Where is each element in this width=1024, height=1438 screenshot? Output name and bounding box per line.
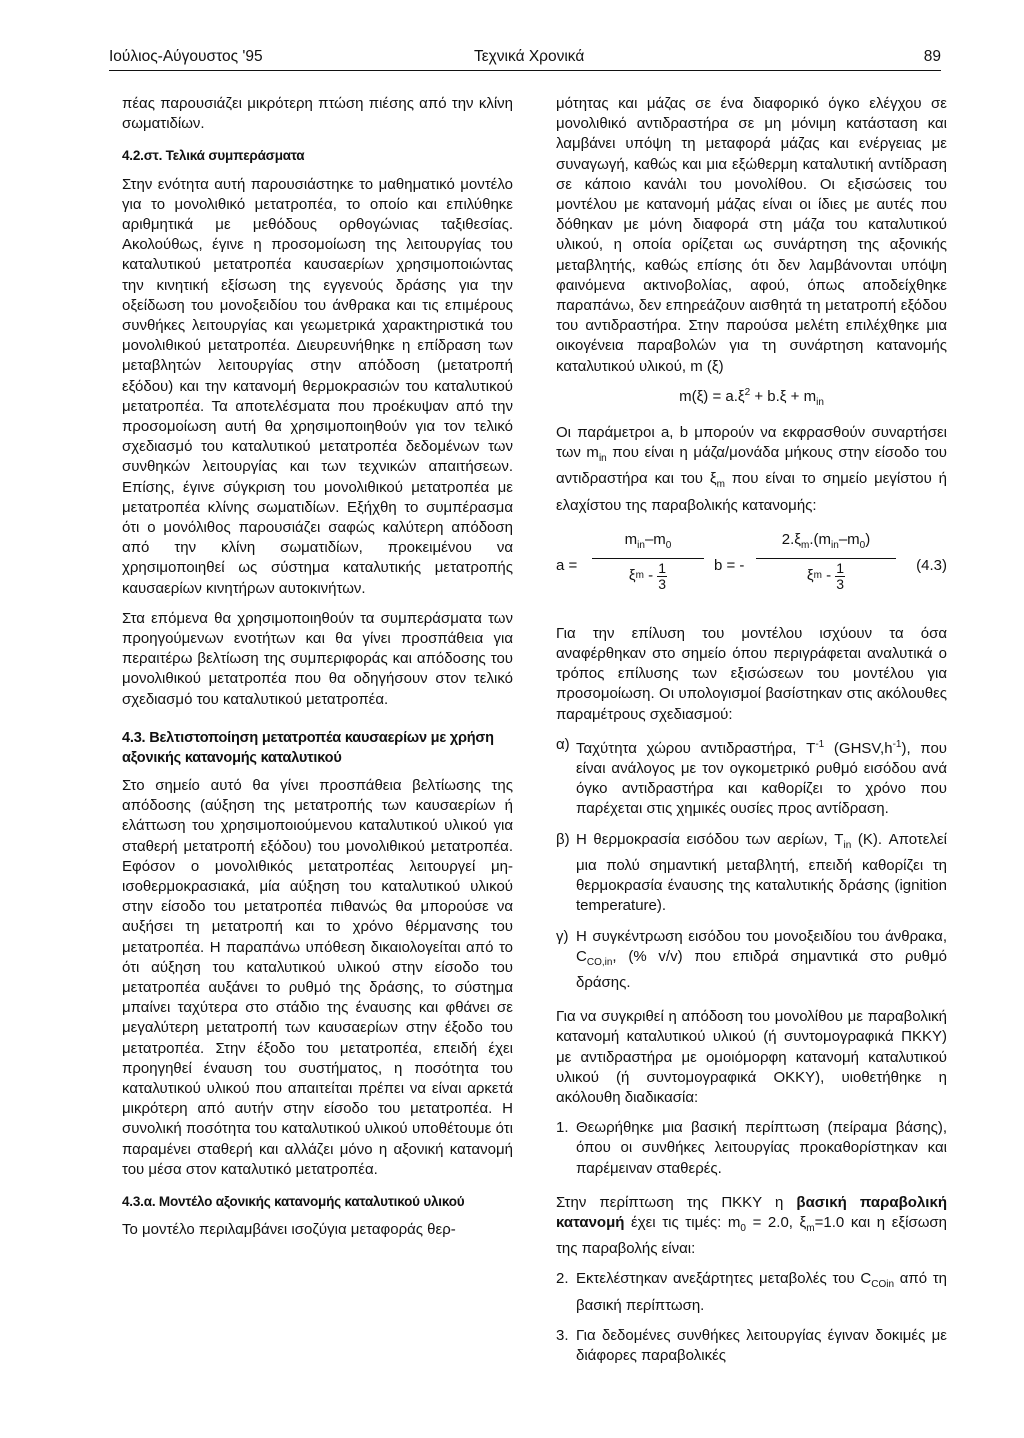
list-item: 1. Θεωρήθηκε μια βασική περίπτωση (πείραμα βάσης), όπου οι συνθήκες λειτουργίας προκαθορίστηκαν και παρέμειναν σταθερές. [556,1119,947,1177]
paragraph: μότητας και μάζας σε ένα διαφορικό όγκο ελέγχου σε μονολιθικό αντιδραστήρα σε μη μόνιμη κατάσταση και λαμβάνει υπόψη τη μεταφορά μάζας και ενέργειας με συναγωγή, καθώς και μια εξώθερμη καταλυτική αντίδραση σε κάποιο κανάλι του μονολίθου. Οι εξισώσεις του μοντέλου με κατανομή μάζας είναι οι ίδιες με αυτές που δόθηκαν με μόνη διαφορά στη μάζα του καταλυτικού υλικού, η οποία ορίζεται ως συνάρτηση της αξονικής μεταβλητής, καθώς επίσης ότι δεν λαμβάνονται υπόψη φαινόμενα ακτινοβολίας, αφού, όπως αποδείχθηκε παραπάνω, δεν επηρεάζουν αισθητά τη μετατροπή εξόδου του αντιδραστήρα. Στην παρούσα μελέτη επιλέχθηκε μια οικογένεια παραβολών για τη συνάρτηση κατανομής καταλυτικού υλικού, m (ξ) [556,95,947,375]
paragraph: Για να συγκριθεί η απόδοση του μονολίθου με παραβολική κατανομή καταλυτικού υλικού (ή συντομογραφικά ΠΚΚΥ) με αντιδραστήρα με ομοιόμορφη κατανομή καταλυτικού υλικού (ή συντομογραφικά ΟΚΚΥ), υιοθετήθηκε η ακόλουθη διαδικασία: [556,1008,947,1106]
paragraph: πέας παρουσιάζει μικρότερη πτώση πιέσης από την κλίνη σωματιδίων. [122,95,513,133]
left-column [122,94,513,1240]
section-heading-4-3-a: 4.3.α. Μοντέλο αξονικής κατανομής καταλυτικού υλικού [122,1193,465,1209]
list-item: 2. Εκτελέστηκαν ανεξάρτητες μεταβολές του $C_{COin}$ από τη βασική περίπτωση. [556,1270,948,1314]
header-date: Ιούλιος-Αύγουστος '95 [109,48,263,65]
procedure-list-continued [556,1269,947,1366]
equation-b-label: b = - [714,556,745,574]
procedure-list [556,1118,947,1179]
equation-number: (4.3) [916,556,947,574]
right-column [556,94,947,1366]
page-number: 89 [923,48,941,65]
section-heading-4-3: 4.3. Βελτιστοποίηση μετατροπέα καυσαερίων με χρήση αξονικής κατανομής καταλυτικού [122,729,494,766]
paragraph: Στην ενότητα αυτή παρουσιάστηκε το μαθηματικό μοντέλο για το μονολιθικό μετατροπέα, το οποίο και επιλύθηκε αριθμητικά με μεθόδους ορθογώνιας ταξιθεσίας. Ακολούθως, έγινε η προσομοίωση της λειτουργίας του καταλυτικού μετατροπέα καυσαερίων χρησιμοποιώντας την κινητική εξίσωση της εγγενούς δράσης για την οξείδωση του μονοξειδίου του άνθρακα και τις επιμέρους συνθήκες λειτουργίας και γεωμετρικά χαρακτηριστικά του μονολιθικού μετατροπέα. Διευρευνήθηκε η επίδραση των μεταβλητών λειτουργίας στην απόδοση (μετατροπή εξόδου) και την κατανομή θερμοκρασιών του καταλυτικού μετατροπέα. Τα αποτελέσματα που προέκυψαν από την προσομοίωση αυτή θα χρησιμοποιηθούν για τον τελικό σχεδιασμό του καταλυτικού μετατροπέα δεδομένων των συνθηκών λειτουργίας και των τεχνικών απαιτήσεων. Επίσης, έγινε σύγκριση του μονολιθικού μετατροπέα με μετατροπέα κλίνης σωματιδίων. Εξήχθη το συμπέρασμα ότι ο μονόλιθος παρουσιάζει σαφώς καλύτερη απόδοση από την κλίνη σωματιδίων, προκειμένου να χρησιμοποιηθεί ως σύστημα καταλυτικής μετατροπής καυσαερίων κινητήρων αυτοκινήτων. [122,175,513,597]
paragraph: Το μοντέλο περιλαμβάνει ισοζύγια μεταφοράς θερ- [122,1221,456,1239]
paragraph: Στην περίπτωση της ΠΚΚΥ η βασική παραβολική κατανομή έχει τις τιμές: $m_0 = 2.0$, $\xi_m=1.0$ και η εξίσωση της παραβολής είναι: [556,1193,948,1258]
distribution-formula: $m(\xi) = a.\xi^2 + b.\xi + m_{in}$ [679,386,824,408]
section-heading-4-2-st: 4.2.στ. Τελικά συμπεράσματα [122,148,305,164]
list-item: β) Η θερμοκρασία εισόδου των αερίων, $T_{in}$ (K). Αποτελεί μια πολύ σημαντική μεταβλητή, επειδή καθορίζει τη θερμοκρασία έναυσης της καταλυτικής δράσης (ignition temperature). [556,830,947,915]
paragraph: Για την επίλυση του μοντέλου ισχύουν τα όσα αναφέρθηκαν στο σημείο όπου περιγράφεται αναλυτικά ο τρόπος επίλυσης των εξισώσεων του μοντέλου για προσομοίωση. Οι υπολογισμοί βασίστηκαν στις ακόλουθες παραμέτρους σχεδιασμού: [556,624,947,723]
paragraph: Οι παράμετροι a, b μπορούν να εκφρασθούν συναρτήσει των $m_{in}$ που είναι η μάζα/μονάδα μήκους στην είσοδο του αντιδραστήρα και του $\xi_m$ που είναι το σημείο μεγίστου ή ελαχίστου της παραβολικής κατανομής: [556,424,947,514]
list-item: 3. Για δεδομένες συνθήκες λειτουργίας έγιναν δοκιμές με διάφορες παραβολικές [556,1326,947,1364]
equation-4-3 [556,524,947,610]
list-item: α) Ταχύτητα χώρου αντιδραστήρα, $T^{-1}$ $(GHSV,h^{-1})$, που είναι ανάλογος με τον ογκομετρικό ρυθμό εισόδου ανά όγκο αντιδραστήρα και καθορίζει το χρόνο που παρέχεται στις χημικές ουσίες προς αντίδραση. [556,735,948,818]
list-item: γ) Η συγκέντρωση εισόδου του μονοξειδίου του άνθρακα, $C_{CO,in}$, (% v/v) που επιδρά σημαντικά στο ρυθμό δράσης. [556,927,947,991]
page-header [109,36,941,71]
header-journal-title: Τεχνικά Χρονικά [474,48,585,65]
equation-a-label: a = [556,556,578,574]
equation-a-fraction: $m_{in}-m_0$ ξ m - 1 3 [592,530,704,592]
design-parameters-list [556,735,947,993]
paragraph: Στο σημείο αυτό θα γίνει προσπάθεια βελτίωσης της απόδοσης (αύξηση της μετατροπής των καυσαερίων ή ελάττωση του χρησιμοποιούμενου καταλυτικού υλικού για σταθερή μετατροπή εξόδου) του μονολιθικού μετατροπέα. Εφόσον ο μονολιθικός μετατροπέας λειτουργεί μη-ισοθερμοκρασιακά, μία αύξηση του καταλυτικού υλικού στην είσοδο του μετατροπέα πιθανώς θα μπορούσε να αυξήσει τη μετατροπή και το χρόνο θέρμανσης του μετατροπέα. Η παραπάνω υπόθεση δικαιολογείται από το ότι αύξηση του καταλυτικού υλικού στην είσοδο του μετατροπέα αυξάνει το ρυθμό της δράσης, το σύστημα μπαίνει ταχύτερα στο στάδιο της έναυσης και φθάνει σε μεγαλύτερη μετατροπή των καυσαερίων στην έξοδο του μετατροπέα. Στην έξοδο του μετατροπέα, επειδή έχει προηγηθεί έναυση του συστήματος, η ποσότητα του καταλυτικού υλικού που απαιτείται πρέπει να είναι αρκετά μικρότερη από αυτήν στην είσοδο του μετατροπέα. Η συνολική ποσότητα του καταλυτικού υλικού υποθέτουμε ότι παραμένει σταθερή και αλλάζει μόνο η αξονική κατανομή του μέσα στον καταλυτικό μετατροπέα. [122,776,513,1178]
paragraph: Στα επόμενα θα χρησιμοποιηθούν τα συμπεράσματα των προηγούμενων ενοτήτων και θα γίνει προσπάθεια για περαιτέρω βελτίωση της συμπεριφοράς και απόδοσης του μονολιθικού μετατροπέα που θα οδηγήσουν στον τελικό σχεδιασμό του καταλυτικού μετατροπέα. [122,609,513,708]
equation-b-fraction: $2.\xi_m.(m_{in}-m_0)$ ξ m - 1 3 [756,530,896,592]
